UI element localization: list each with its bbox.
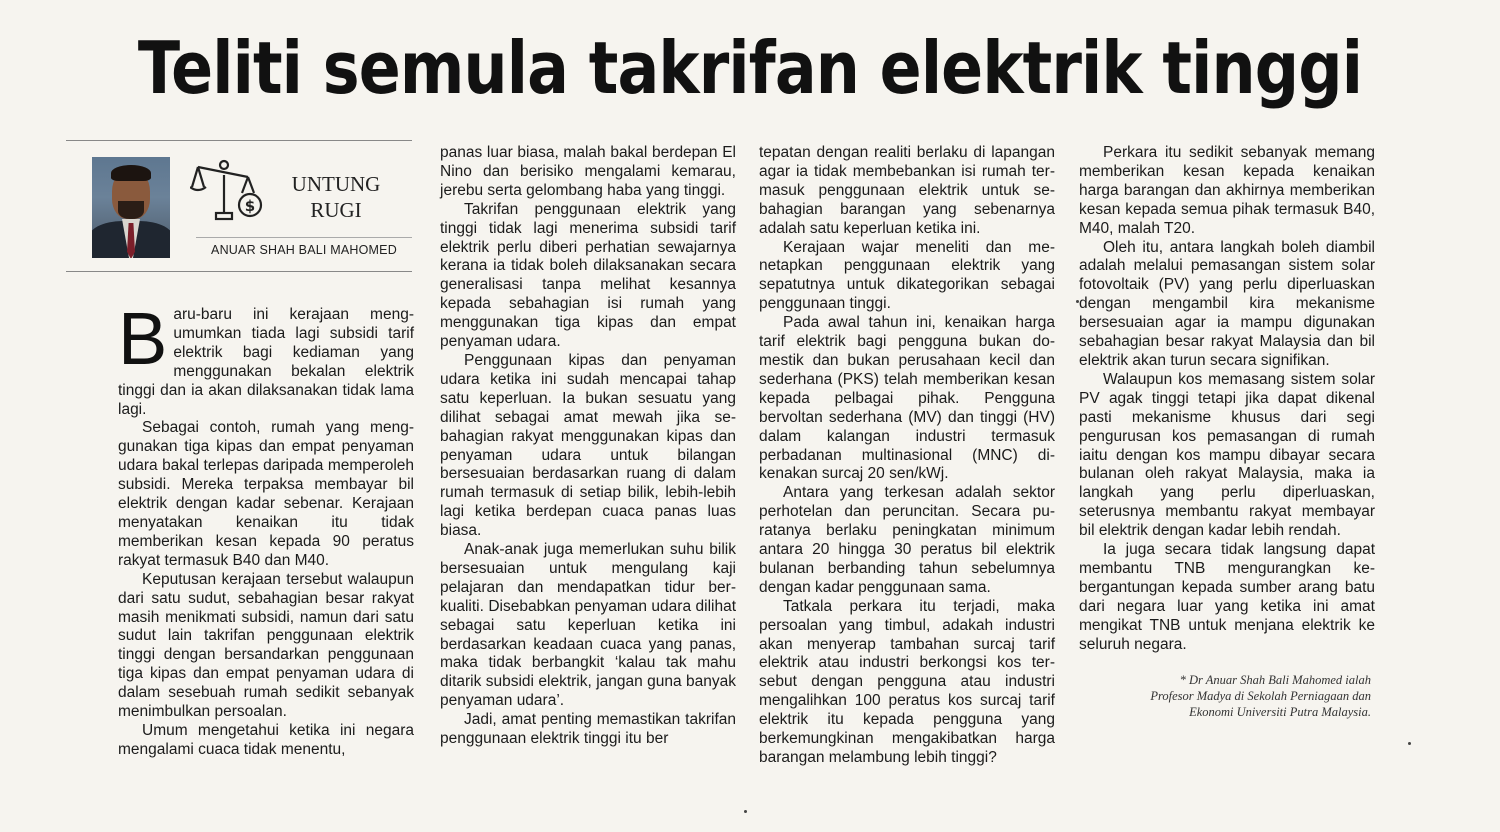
paragraph: Sebagai contoh, rumah yang menggunakan tiga kipas dan empat penyaman udara bakal terlepas daripada memperoleh subsidi. Mereka terpaksa membayar bil elektrik dengan kadar sebenar. Kerajaan menyatakan kenaikan itu tidak memberikan kesan kepada 90 peratus rakyat termasuk B40 dan M40. (118, 419, 414, 569)
paragraph: Walaupun kos memasang sistem solar PV agak tinggi tetapi jika dapat dikenal pasti mekanisme khusus dari segi pengurusan kos pemasangan di rumah iaitu dengan kos mampu dibayar secara bulanan oleh rakyat Malaysia, maka ia langkah yang perlu diperluaskan, seterusnya membantu rakyat membayar bil elektrik dengan kadar lebih rendah. (1079, 370, 1375, 540)
paragraph: Baru-baru ini kerajaan mengumumkan tiada lagi subsidi tarif elektrik bagi kediaman yang menggunakan bekalan elektrik tinggi dan ia akan dilaksanakan tidak lama lagi. (118, 297, 414, 418)
scale-with-coins-icon (190, 155, 266, 225)
author-name: ANUAR SHAH BALI MAHOMED (211, 243, 397, 257)
paragraph: Jadi, amat penting memastikan takrifan penggunaan elektrik tinggi itu ber (440, 711, 736, 748)
paragraph: tepatan dengan realiti berlaku di lapangan agar ia tidak membebankan isi rumah termasuk penggunaan elektrik untuk sebahagian barangan yang sebenarnya adalah satu keperluan ketika ini. (759, 144, 1055, 237)
print-speck (744, 810, 747, 813)
article-column-3 (759, 144, 1055, 768)
column-header (66, 140, 412, 272)
article-column-1 (118, 297, 414, 760)
author-photo (92, 157, 170, 258)
paragraph: Keputusan kerajaan tersebut walaupun dari satu sudut, sebahagian besar rakyat masih menikmati subsidi, namun dari satu sudut lain takrifan penggunaan elektrik tinggi dengan bersandarkan penggunaan tiga kipas dan empat penyaman udara di dalam sesebuah rumah sedikit sebanyak menimbulkan persoalan. (118, 570, 414, 721)
paragraph: Kerajaan wajar meneliti dan menetapkan penggunaan elektrik yang sepatutnya untuk dikategorikan sebagai penggunaan tinggi. (759, 238, 1055, 313)
drop-cap: B (118, 297, 168, 380)
print-speck (1076, 300, 1079, 303)
paragraph: Ia juga secara tidak langsung dapat membantu TNB mengurangkan kebergantungan kepada sumber arang batu dari negara luar yang ketika ini amat mengikat TNB untuk menjana elektrik ke seluruh negara. (1079, 541, 1375, 653)
paragraph: Antara yang terkesan adalah sektor perhotelan dan peruncitan. Secara puratanya berlaku peningkatan minimum antara 20 hingga 30 peratus bil elektrik bulanan berbanding tahun sebelumnya dengan kadar penggunaan sama. (759, 484, 1055, 596)
column-name-line2: RUGI (310, 198, 362, 222)
column-name-line1: UNTUNG (291, 172, 381, 196)
author-footnote: * Dr Anuar Shah Bali Mahomed ialah Profesor Madya di Sekolah Perniagaan dan Ekonomi Universiti Putra Malaysia. (1150, 673, 1371, 720)
paragraph: panas luar biasa, malah bakal berdepan El Nino dan berisiko mengalami kemarau, jerebu serta gelombang haba yang tinggi. (440, 144, 736, 199)
paragraph: Umum mengetahui ketika ini negara mengalami cuaca tidak menentu, (118, 721, 414, 758)
paragraph: Oleh itu, antara langkah boleh diambil adalah melalui pemasangan sistem solar fotovoltaik (PV) yang perlu diperluaskan dengan mengambil kira mekanisme bersesuaian agar ia mampu digunakan sebahagian besar rakyat Malaysia dan bil elektrik akan turun secara signifikan. (1079, 238, 1375, 369)
paragraph: Anak-anak juga memerlukan suhu bilik bersesuaian untuk mengulang kaji pelajaran dan mendapatkan tidur berkualiti. Disebabkan penyaman udara dilihat sebagai satu keperluan ketika ini berdasarkan keadaan cuaca yang panas, maka tidak berbangkit ‘kalau tak mahu ditarik subsidi elektrik, jangan guna banyak penyaman udara’. (440, 541, 736, 710)
column-name (266, 171, 406, 223)
paragraph: Pada awal tahun ini, kenaikan harga tarif elektrik bagi pengguna bukan domestik dan bukan perusahaan kecil dan sederhana (PKS) telah memberikan kesan kepada pelbagai pihak. Pengguna bervoltan sederhana (MV) dan tinggi (HV) dalam kalangan industri termasuk perbadanan multinasional (MNC) dikenakan surcaj 20 sen/kWj. (759, 314, 1055, 483)
paragraph: Perkara itu sedikit sebanyak memang memberikan kesan kepada kenaikan harga barangan dan akhirnya memberikan kesan kepada semua pihak termasuk B40, M40, malah T20. (1079, 144, 1375, 237)
print-speck (1408, 742, 1411, 745)
article-column-2 (440, 144, 736, 749)
paragraph: Tatkala perkara itu terjadi, maka persoalan yang timbul, adakah industri akan menyerap tambahan surcaj tarif elektrik atau industri berkongsi kos tersebut dengan pengguna atau industri mengalihkan 100 peratus kos surcaj tarif elektrik itu kepada pengguna yang berkemungkinan mengakibatkan harga barangan melambung lebih tinggi? (759, 597, 1055, 766)
article-column-4 (1079, 144, 1375, 720)
paragraph: Takrifan penggunaan elektrik yang tinggi tidak lagi menerima subsidi tarif elektrik perlu diberi perhatian sewajarnya kerana ia tidak boleh dilaksanakan secara generalisasi tanpa melihat kesannya kepada sebahagian isi rumah yang menggunakan tiga kipas dan empat penyaman udara. (440, 200, 736, 351)
headline: Teliti semula takrifan elektrik tinggi (137, 26, 1363, 110)
svg-text:$: $ (244, 197, 256, 215)
paragraph: Penggunaan kipas dan penyaman udara ketika ini sudah mencapai tahap satu keperluan. Ia bukan sesuatu yang dilihat sebagai amat mewah jika sebahagian rakyat menggunakan kipas dan penyaman udara untuk bilangan bersesuaian berdasarkan ruang di dalam rumah termasuk di setiap bilik, lebih-lebih lagi ketika berdepan cuaca panas luas biasa. (440, 351, 736, 540)
